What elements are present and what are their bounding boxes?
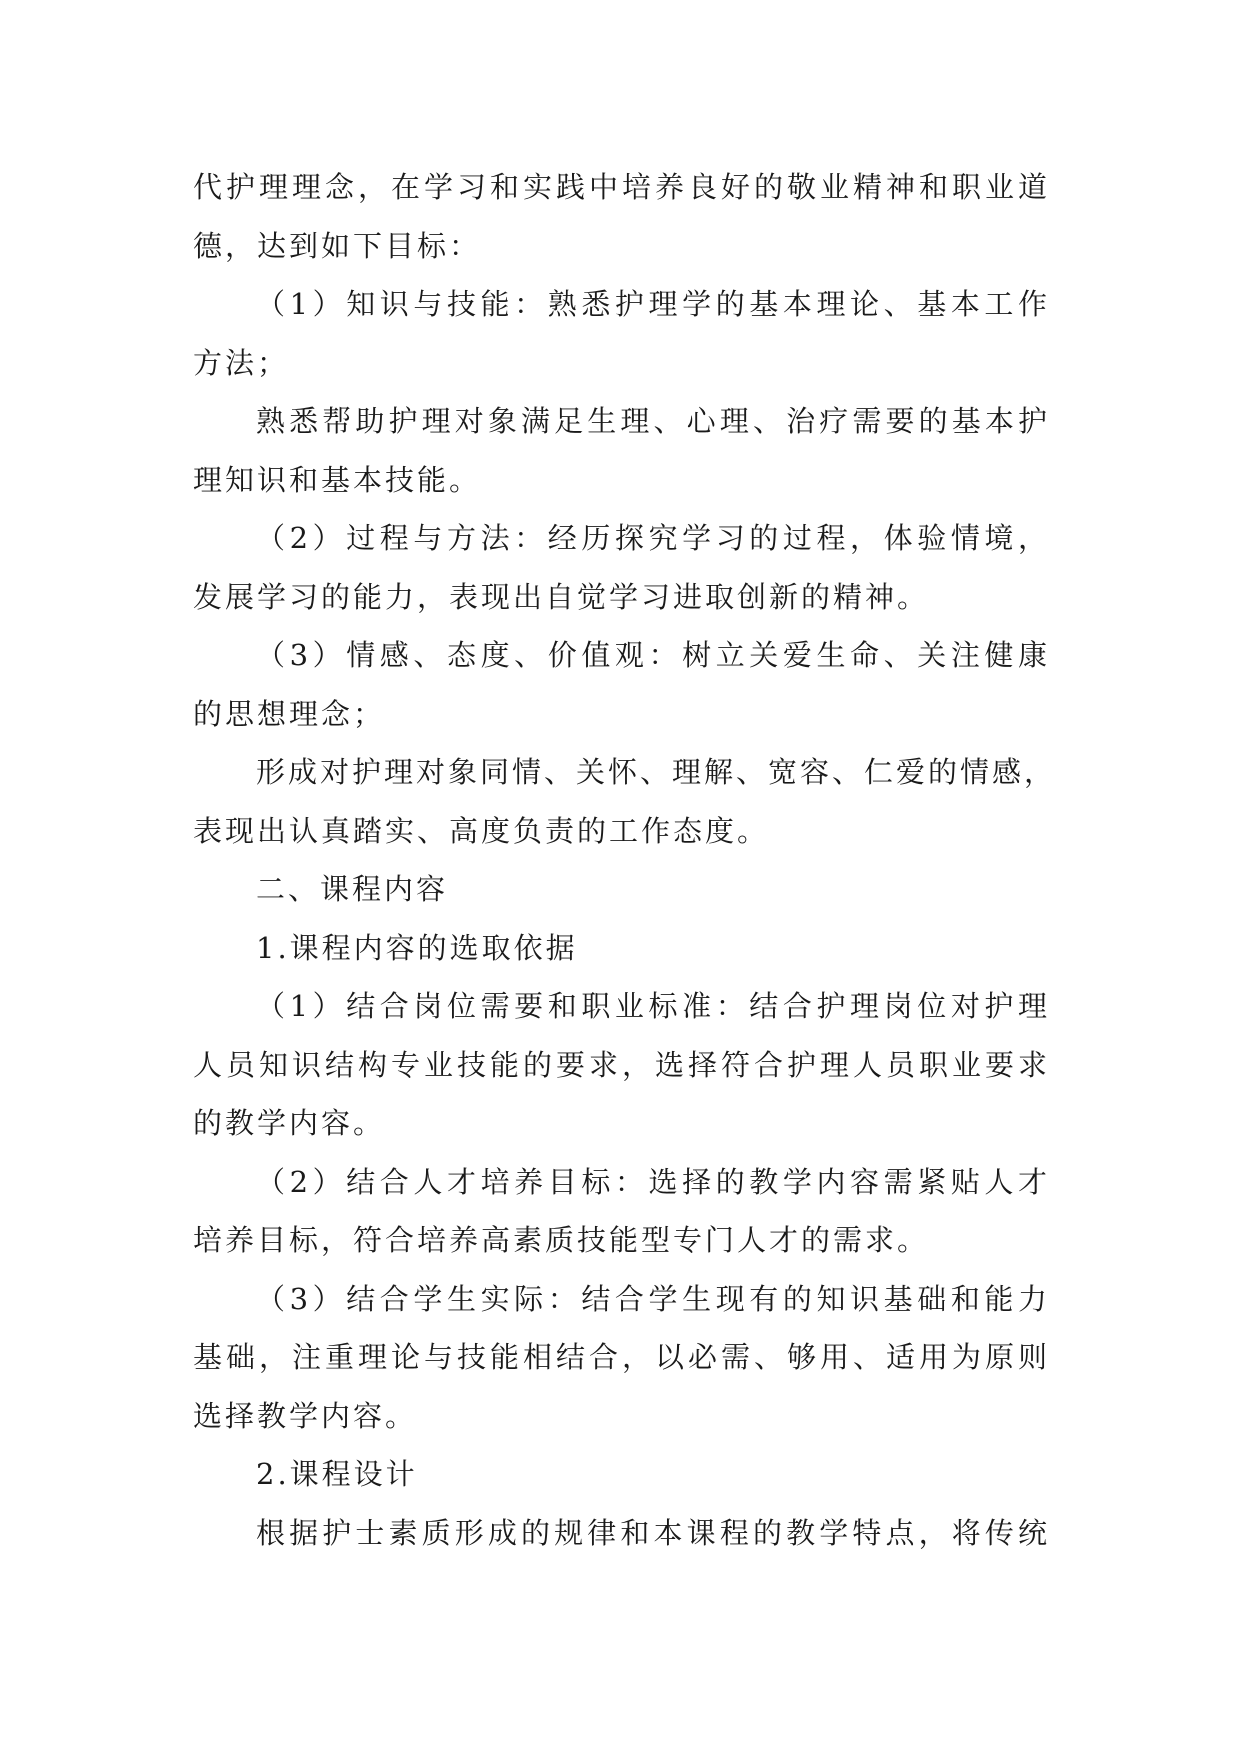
text-line: 基础，注重理论与技能相结合，以必需、够用、适用为原则 xyxy=(193,1340,1050,1374)
text-line: （1）知识与技能：熟悉护理学的基本理论、基本工作 xyxy=(256,287,1050,321)
text-line: 熟悉帮助护理对象满足生理、心理、治疗需要的基本护 xyxy=(256,404,1050,438)
text-line: 培养目标，符合培养高素质技能型专门人才的需求。 xyxy=(193,1223,930,1257)
text-line: 的思想理念； xyxy=(193,696,386,731)
text-line: （2）结合人才培养目标：选择的教学内容需紧贴人才 xyxy=(256,1164,1050,1199)
text-line: 理知识和基本技能。 xyxy=(193,462,482,497)
text-line: （3）结合学生实际：结合学生现有的知识基础和能力 xyxy=(256,1281,1050,1316)
text-line: （1）结合岗位需要和职业标准：结合护理岗位对护理 xyxy=(256,989,1050,1023)
text-line: 发展学习的能力，表现出自觉学习进取创新的精神。 xyxy=(193,579,930,614)
text-line: （2）过程与方法：经历探究学习的过程，体验情境， xyxy=(256,521,1050,555)
text-line: 方法； xyxy=(193,345,290,380)
text-line: 代护理理念，在学习和实践中培养良好的敬业精神和职业道 xyxy=(193,170,1050,204)
text-line: （3）情感、态度、价值观：树立关爱生命、关注健康 xyxy=(256,638,1050,672)
text-line: 表现出认真踏实、高度负责的工作态度。 xyxy=(193,813,770,848)
text-line: 二、课程内容 xyxy=(256,872,449,906)
text-line: 形成对护理对象同情、关怀、理解、宽容、仁爱的情感， xyxy=(256,755,1057,789)
text-line: 1.课程内容的选取依据 xyxy=(256,930,578,965)
text-line: 选择教学内容。 xyxy=(193,1398,418,1433)
text-line: 2.课程设计 xyxy=(256,1457,418,1491)
text-line: 根据护士素质形成的规律和本课程的教学特点，将传统 xyxy=(256,1515,1050,1550)
text-line: 德，达到如下目标： xyxy=(193,228,482,263)
text-line: 人员知识结构专业技能的要求，选择符合护理人员职业要求 xyxy=(193,1047,1050,1082)
text-line: 的教学内容。 xyxy=(193,1106,386,1140)
body-text xyxy=(193,158,1057,1562)
